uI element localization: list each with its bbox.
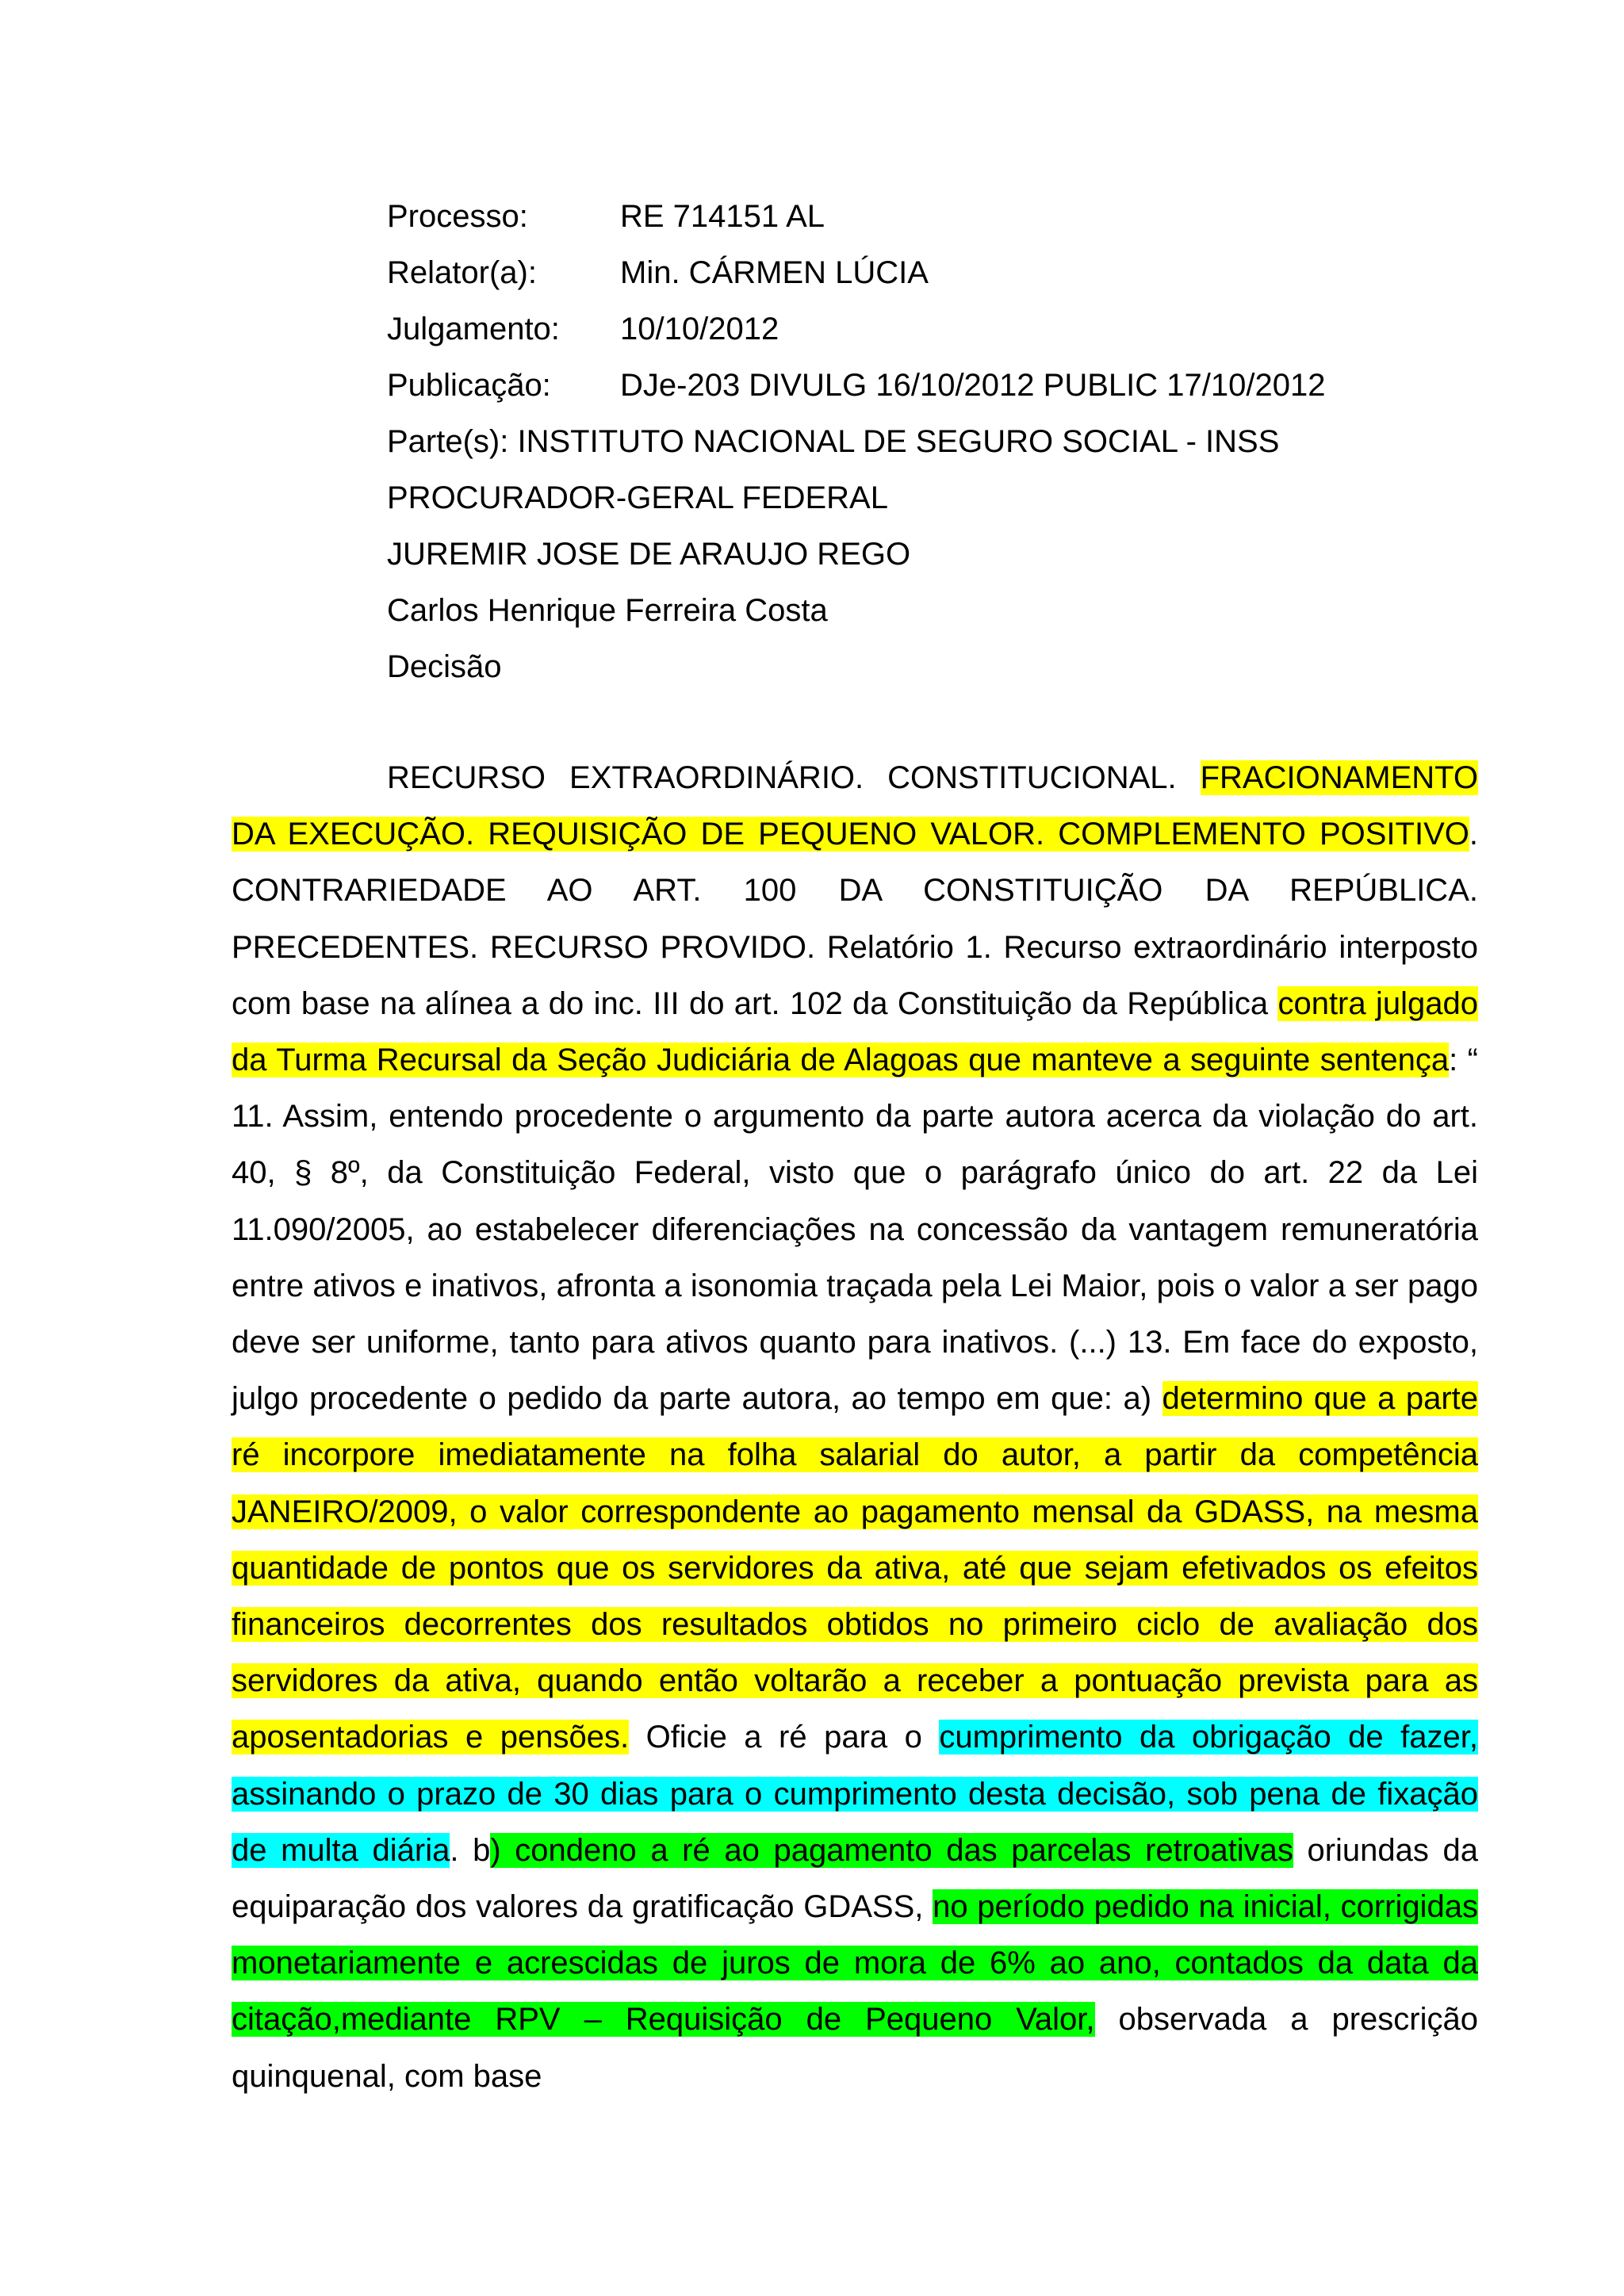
text-segment: . CONTRARIEDADE AO ART. 100 DA CONSTITUIÇÃO DA REPÚBLICA. PRECEDENTES. RECURSO PROVIDO. Relatório 1. Recurso extraordinário interposto com base na alínea a do inc. III do art. 102 da Constituição da República [232,817,1478,1021]
highlight-green: no período pedido na inicial, corrigidas monetariamente e acrescidas de juros de mora de 6% ao ano, contados da data da citação,mediante RPV – Requisição de Pequeno Valor, [232,1889,1478,2038]
relator-label: Relator(a): [387,255,537,290]
julgamento-label: Julgamento: [387,312,560,346]
highlight-yellow: FRACIONAMENTO DA EXECUÇÃO. REQUISIÇÃO DE PEQUENO VALOR. COMPLEMENTO POSITIVO [232,760,1478,852]
processo-label: Processo: [387,199,528,234]
julgamento-row [387,301,1497,358]
decision-body [232,750,1478,2105]
text-segment: RECURSO EXTRAORDINÁRIO. CONSTITUCIONAL. [387,760,1201,795]
highlight-yellow: determino que a parte ré incorpore imediatamente na folha salarial do autor, a partir da competência JANEIRO/2009, o valor correspondente ao pagamento mensal da GDASS, na mesma quantidade de pontos que os servidores da ativa, até que sejam efetivados os efeitos financeiros decorrentes dos resultados obtidos no primeiro ciclo de avaliação dos servidores da ativa, quando então voltarão a receber a pontuação prevista para as aposentadorias e pensões. [232,1381,1478,1755]
relator-value: Min. CÁRMEN LÚCIA [620,255,929,290]
publicacao-label: Publicação: [387,368,551,403]
text-segment: oriundas da equiparação dos valores da gratificação GDASS, [232,1832,1478,1925]
parte-carlos: Carlos Henrique Ferreira Costa [387,593,828,628]
publicacao-value: DJe-203 DIVULG 16/10/2012 PUBLIC 17/10/2012 [620,368,1326,403]
text-segment: Oficie a ré para o [629,1720,940,1755]
parte-procurador: PROCURADOR-GERAL FEDERAL [387,480,888,515]
processo-value: RE 714151 AL [620,199,825,234]
text-segment: observada a prescrição quinquenal, com base [232,2002,1478,2094]
processo-row [387,189,1497,245]
decision-paragraph [232,750,1478,2105]
publicacao-row [387,358,1497,414]
text-segment: : “ 11. Assim, entendo procedente o argumento da parte autora acerca da violação do art. 40, § 8º, da Constituição Federal, visto que o parágrafo único do art. 22 da Lei 11.090/2005, ao estabelecer diferenciações na concessão da vantagem remuneratória entre ativos e inativos, afronta a isonomia traçada pela Lei Maior, pois o valor a ser pago deve ser uniforme, tanto para ativos quanto para inativos. (...) 13. Em face do exposto, julgo procedente o pedido da parte autora, ao tempo em que: a) [232,1043,1479,1417]
parte-juremir: JUREMIR JOSE DE ARAUJO REGO [387,537,911,572]
relator-row [387,245,1497,301]
highlight-cyan: cumprimento da obrigação de fazer, assinando o prazo de 30 dias para o cumprimento desta decisão, sob pena de fixação de multa diária [232,1720,1478,1868]
highlight-green: ) condeno a ré ao pagamento das parcelas retroativas [490,1832,1293,1868]
case-header [387,189,1497,695]
text-segment: . b [450,1832,491,1868]
decisao-heading: Decisão [387,649,502,684]
julgamento-value: 10/10/2012 [620,312,779,346]
partes-line: Parte(s): INSTITUTO NACIONAL DE SEGURO SOCIAL - INSS [387,424,1280,459]
highlight-yellow: contra julgado da Turma Recursal da Seção Judiciária de Alagoas que manteve a seguinte sentença [232,985,1478,1078]
